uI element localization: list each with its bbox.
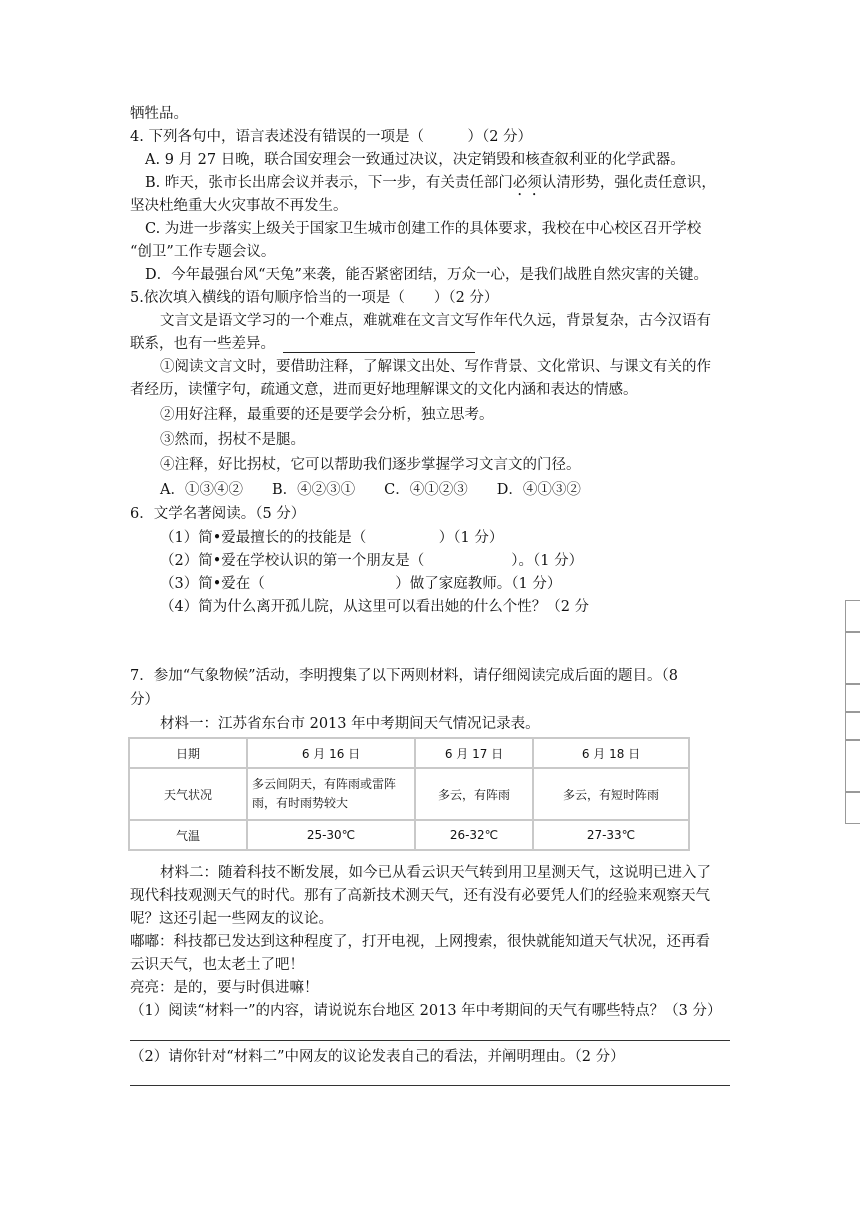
sentence-4: ④注释，好比拐杖，它可以帮助我们逐步掌握学习文言文的门径。 — [160, 457, 581, 473]
cell-line: 多云间阴天，有阵雨或雷阵 — [252, 777, 397, 791]
option-4b-post: 认清形势，强化责任意识， — [541, 175, 716, 191]
side-tab — [845, 792, 860, 824]
sentence-3: ③然而，拐杖不是腿。 — [160, 432, 305, 448]
side-tab — [845, 632, 860, 684]
fill-blank[interactable] — [283, 333, 475, 353]
weather-table — [128, 737, 690, 851]
question-6: 6．文学名著阅读。（5 分） — [130, 506, 306, 522]
sentence-1-cont: 者经历，读懂字句，疏通文意，进而更好地理解课文的文化内涵和表达的情感。 — [130, 382, 638, 398]
table-cell: 27-33℃ — [533, 820, 689, 850]
table-header-cell: 6 月 18 日 — [533, 738, 689, 768]
passage-line: 联系，也有一些差异。 — [130, 336, 275, 352]
side-tab — [845, 740, 860, 792]
table-row-label: 天气状况 — [129, 768, 247, 820]
comment-dudu-cont: 云识天气，也太老土了吧！ — [130, 957, 304, 973]
comment-dudu: 嘟嘟：科技都已发达到这种程度了，打开电视，上网搜索，很快就能知道天气状况，还再看 — [130, 934, 710, 950]
table-row-label: 气温 — [129, 820, 247, 850]
table-cell: 26-32℃ — [415, 820, 533, 850]
text-line: 牺牲品。 — [130, 106, 188, 122]
sentence-2: ②用好注释，最重要的还是要学会分析，独立思考。 — [160, 407, 494, 423]
table-row — [129, 820, 689, 850]
option-4c-cont: “创卫”工作专题会议。 — [130, 244, 276, 260]
side-tab — [845, 712, 860, 740]
question-6-4: （4）简为什么离开孤儿院，从这里可以看出她的什么个性？（2 分 — [160, 599, 590, 615]
question-6-3: （3）简•爱在（ ）做了家庭教师。（1 分） — [160, 576, 562, 592]
table-row — [129, 738, 689, 768]
table-cell: 25-30℃ — [247, 820, 415, 850]
table-cell: 多云，有短时阵雨 — [533, 768, 689, 820]
question-7-cont: 分） — [130, 692, 159, 708]
table-header-cell: 日期 — [129, 738, 247, 768]
table-row — [129, 768, 689, 820]
table-header-cell: 6 月 17 日 — [415, 738, 533, 768]
passage-line: 文言文是语文学习的一个难点，难就难在文言文写作年代久远，背景复杂，古今汉语有 — [160, 313, 711, 329]
answer-line[interactable] — [130, 1040, 730, 1041]
side-tab — [845, 600, 860, 632]
material-1-title: 材料一：江苏省东台市 2013 年中考期间天气情况记录表。 — [160, 716, 540, 732]
table-header-cell: 6 月 16 日 — [247, 738, 415, 768]
question-6-1: （1）简•爱最擅长的的技能是（ ）（1 分） — [160, 530, 504, 546]
sub-question-2: （2）请你针对“材料二”中网友的议论发表自己的看法，并阐明理由。（2 分） — [130, 1049, 625, 1065]
question-4: 4. 下列各句中，语言表述没有错误的一项是（ ）（2 分） — [130, 129, 533, 145]
answer-line[interactable] — [130, 1085, 730, 1086]
option-4a: A. 9 月 27 日晚，联合国安理会一致通过决议，决定销毁和核查叙利亚的化学武器。 — [145, 152, 685, 168]
comment-liangliang: 亮亮：是的，要与时俱进嘛！ — [130, 980, 319, 996]
cell-line: 雨，有时雨势较大 — [252, 796, 349, 810]
material-2-cont: 现代科技观测天气的时代。那有了高新技术测天气，还有没有必要凭人们的经验来观察天气 — [130, 888, 710, 904]
sentence-1: ①阅读文言文时，要借助注释，了解课文出处、写作背景、文化常识、与课文有关的作 — [160, 359, 711, 375]
sub-question-1: （1）阅读“材料一”的内容，请说说东台地区 2013 年中考期间的天气有哪些特点？（3 分） — [130, 1003, 722, 1019]
option-4c: C. 为进一步落实上级关于国家卫生城市创建工作的具体要求，我校在中心校区召开学校 — [145, 221, 702, 237]
material-2-cont: 呢？这还引起一些网友的议论。 — [130, 911, 333, 927]
option-4d: D．今年最强台风“天兔”来袭，能否紧密团结，万众一心，是我们战胜自然灾害的关键。 — [145, 267, 708, 283]
emphasis-word: 必须 — [512, 175, 542, 191]
option-4b-cont: 坚决杜绝重大火灾事故不再发生。 — [130, 198, 348, 214]
material-2: 材料二：随着科技不断发展，如今已从看云识天气转到用卫星测天气，这说明已进入了 — [160, 865, 711, 881]
table-cell — [247, 768, 415, 820]
question-7: 7．参加“气象物候”活动，李明搜集了以下两则材料，请仔细阅读完成后面的题目。（8 — [130, 668, 679, 684]
question-5-options: A．①③④② B．④②③① C．④①②③ D．④①③② — [160, 482, 581, 498]
side-tab — [845, 684, 860, 712]
question-5: 5.依次填入横线的语句顺序恰当的一项是（ ）（2 分） — [130, 290, 499, 306]
table-cell: 多云，有阵雨 — [415, 768, 533, 820]
option-4b-pre: B. 昨天，张市长出席会议并表示，下一步，有关责任部门 — [145, 175, 513, 191]
question-6-2: （2）简•爱在学校认识的第一个朋友是（ ）。（1 分） — [160, 553, 584, 569]
